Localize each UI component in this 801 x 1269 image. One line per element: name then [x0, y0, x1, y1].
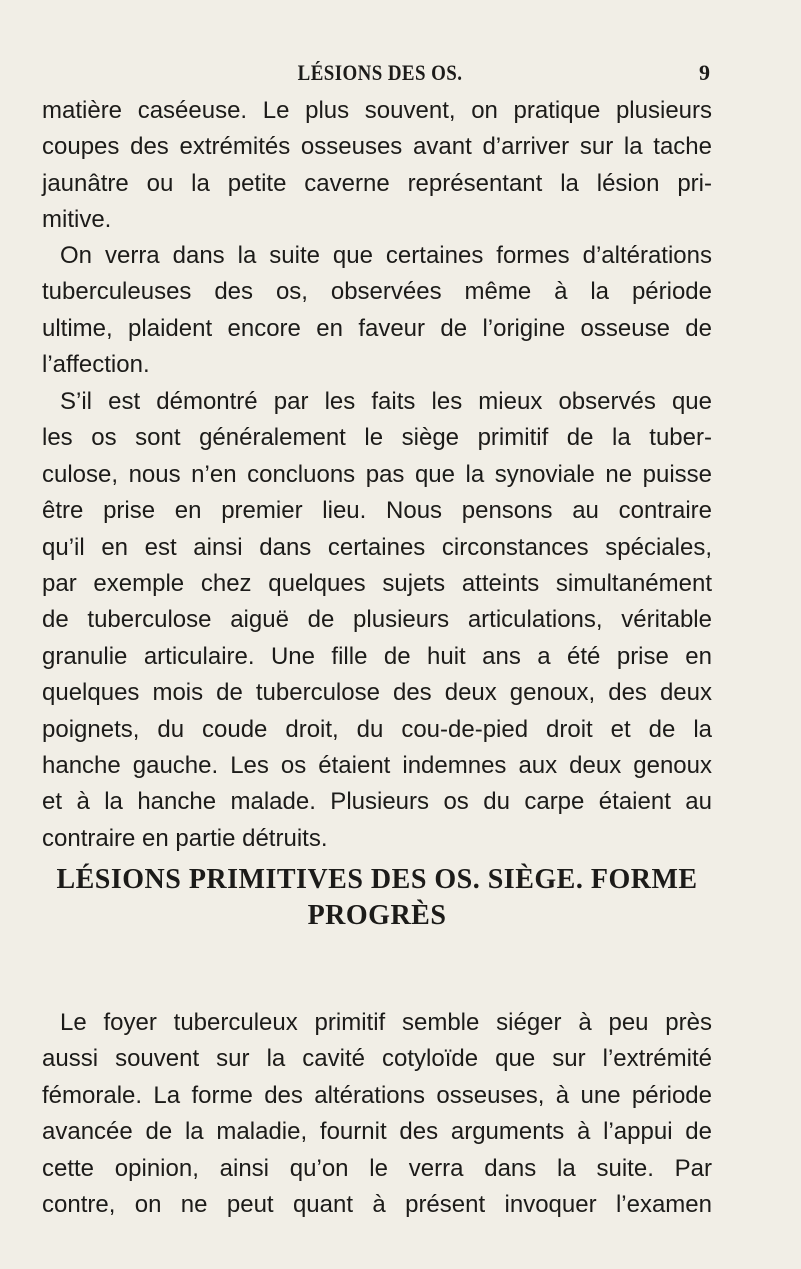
text-line: quelques mois de tuberculose des deux genoux, des deux	[42, 679, 712, 707]
text-line: tuberculeuses des os, observées même à la période	[42, 278, 712, 306]
text-line: avancée de la maladie, fournit des arguments à l’appui de	[42, 1118, 712, 1146]
paragraph-1	[42, 93, 712, 239]
section-heading	[42, 862, 712, 934]
text-line: S’il est démontré par les faits les mieux observés que	[60, 388, 712, 415]
text-line: mitive.	[42, 206, 112, 234]
text-line: par exemple chez quelques sujets atteints simultanément	[42, 569, 712, 597]
text-line: fémorale. La forme des altérations osseuses, à une période	[42, 1081, 712, 1109]
page-number: 9	[699, 60, 710, 85]
text-line: cette opinion, ainsi qu’on le verra dans la suite. Par	[42, 1154, 712, 1182]
text-line: hanche gauche. Les os étaient indemnes aux deux genoux	[42, 751, 712, 779]
text-line: contraire en partie détruits.	[42, 824, 328, 852]
text-line: Le foyer tuberculeux primitif semble siéger à peu près	[60, 1009, 712, 1036]
section-paragraph	[42, 1005, 712, 1223]
text-line: granulie articulaire. Une fille de huit ans a été prise en	[42, 642, 712, 670]
section-heading-line-1: LÉSIONS PRIMITIVES DES OS. SIÈGE. FORME	[56, 864, 698, 895]
text-line: culose, nous n’en concluons pas que la synoviale ne puisse	[42, 460, 712, 488]
text-line: être prise en premier lieu. Nous pensons au contraire	[42, 497, 712, 525]
text-line: poignets, du coude droit, du cou-de-pied droit et de la	[42, 715, 712, 743]
text-line: jaunâtre ou la petite caverne représentant la lésion pri-	[42, 169, 712, 197]
running-title: LÉSIONS DES OS.	[297, 60, 463, 85]
text-line: les os sont généralement le siège primitif de la tuber-	[42, 424, 712, 452]
text-line: On verra dans la suite que certaines formes d’altérations	[60, 242, 712, 269]
running-header	[50, 60, 710, 90]
paragraph-2	[42, 238, 712, 384]
text-line: l’affection.	[42, 351, 150, 379]
text-line: qu’il en est ainsi dans certaines circonstances spéciales,	[42, 533, 712, 561]
text-line: ultime, plaident encore en faveur de l’origine osseuse de	[42, 314, 712, 342]
section-heading-line-2: PROGRÈS	[307, 900, 447, 931]
paragraph-3	[42, 384, 712, 857]
text-line: de tuberculose aiguë de plusieurs articulations, véritable	[42, 606, 712, 634]
text-line: coupes des extrémités osseuses avant d’arriver sur la tache	[42, 133, 712, 161]
text-line: contre, on ne peut quant à présent invoquer l’examen	[42, 1190, 712, 1218]
text-line: et à la hanche malade. Plusieurs os du carpe étaient au	[42, 788, 712, 816]
text-line: matière caséeuse. Le plus souvent, on pratique plusieurs	[42, 97, 712, 124]
text-line: aussi souvent sur la cavité cotyloïde que sur l’extrémité	[42, 1045, 712, 1073]
